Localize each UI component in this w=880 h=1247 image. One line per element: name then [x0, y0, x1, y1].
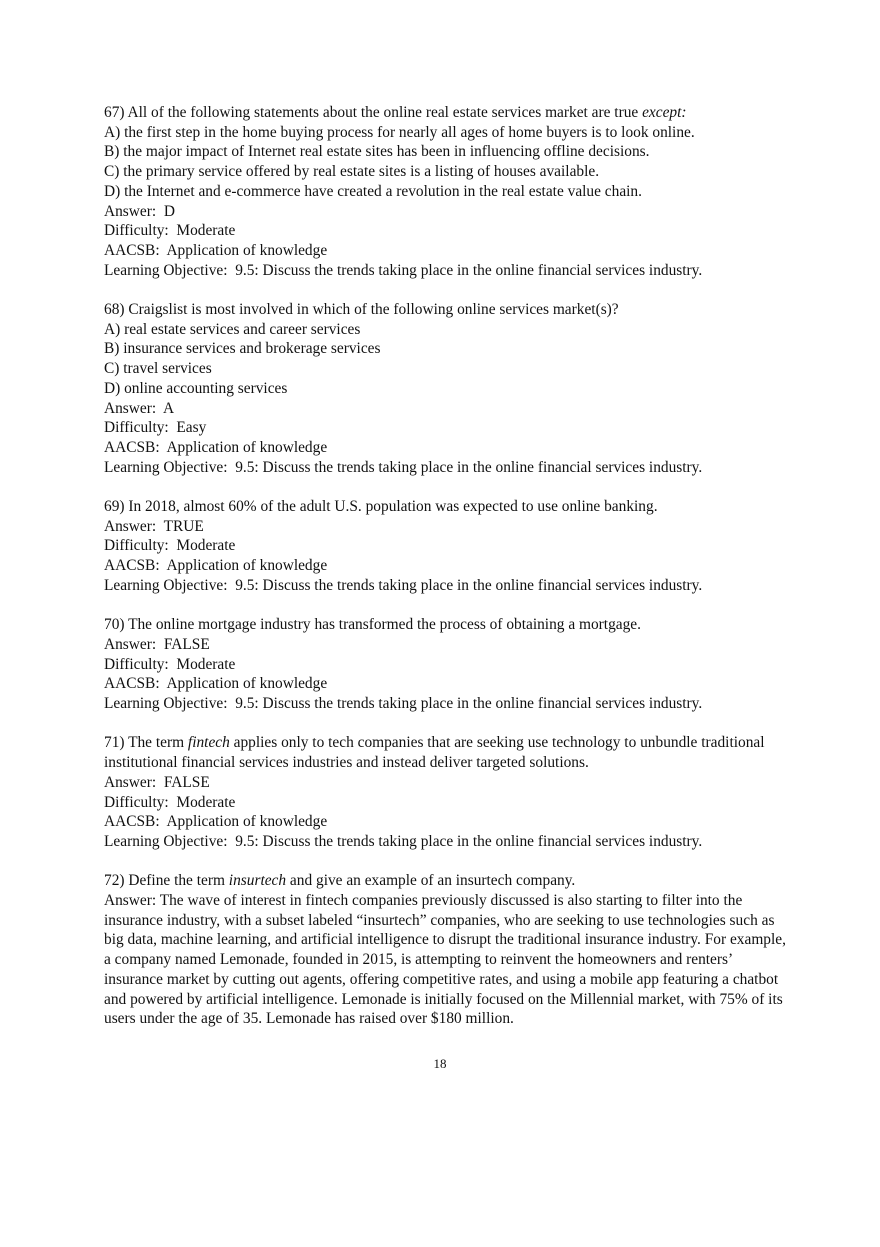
question-71 — [104, 733, 794, 851]
answer-line: Answer: TRUE — [104, 517, 204, 535]
option-a: A) real estate services and career services — [104, 320, 361, 338]
learning-objective-line: Learning Objective: 9.5: Discuss the trends taking place in the online financial services industry. — [104, 458, 703, 476]
question-69 — [104, 497, 794, 596]
option-b: B) the major impact of Internet real estate sites has been in influencing offline decisions. — [104, 143, 650, 161]
aacsb-line: AACSB: Application of knowledge — [104, 438, 328, 456]
emphasis-text: insurtech — [228, 872, 287, 890]
answer-line: Answer: FALSE — [104, 773, 210, 791]
question-70 — [104, 615, 794, 714]
question-67 — [104, 103, 794, 280]
option-a: A) the first step in the home buying process for nearly all ages of home buyers is to look online. — [104, 123, 695, 141]
learning-objective-line: Learning Objective: 9.5: Discuss the trends taking place in the online financial services industry. — [104, 576, 703, 594]
difficulty-line: Difficulty: Easy — [104, 419, 207, 437]
question-stem: 67) All of the following statements about the online real estate services market are true except: — [104, 104, 687, 121]
aacsb-line: AACSB: Application of knowledge — [104, 241, 328, 259]
learning-objective-line: Learning Objective: 9.5: Discuss the trends taking place in the online financial services industry. — [104, 832, 703, 850]
aacsb-line: AACSB: Application of knowledge — [104, 557, 328, 575]
emphasis-text: except: — [642, 104, 687, 121]
answer-line: Answer: D — [104, 202, 175, 220]
question-68 — [104, 300, 794, 477]
aacsb-line: AACSB: Application of knowledge — [104, 813, 328, 831]
difficulty-line: Difficulty: Moderate — [104, 222, 236, 240]
essay-answer: Answer: The wave of interest in fintech companies previously discussed is also starting to filter into the insurance industry, with a subset labeled “insurtech” companies, who are seeking to use technologies such as big data, machine learning, and artificial intelligence to disrupt the traditional insurance industry. For example, a company named Lemonade, founded in 2015, is attempting to reinvent the homeowners and renters’ insurance market by cutting out agents, offering competitive rates, and using a mobile app featuring a chatbot and powered by artificial intelligence. Lemonade is initially focused on the Millennial market, with 75% of its users under the age of 35. Lemonade has raised over $180 million. — [104, 892, 786, 1028]
question-72 — [104, 871, 794, 1029]
learning-objective-line: Learning Objective: 9.5: Discuss the trends taking place in the online financial services industry. — [104, 695, 703, 713]
emphasis-text: fintech — [187, 734, 230, 752]
document-page — [104, 103, 794, 1029]
difficulty-line: Difficulty: Moderate — [104, 793, 236, 811]
option-c: C) the primary service offered by real estate sites is a listing of houses available. — [104, 163, 600, 181]
question-stem: 71) The term fintech applies only to tech companies that are seeking use technology to unbundle traditional institutional financial services industries and instead deliver targeted solutions. — [104, 734, 765, 772]
question-stem: 72) Define the term insurtech and give an example of an insurtech company. — [104, 872, 576, 890]
difficulty-line: Difficulty: Moderate — [104, 655, 236, 673]
question-stem: 70) The online mortgage industry has transformed the process of obtaining a mortgage. — [104, 616, 641, 634]
aacsb-line: AACSB: Application of knowledge — [104, 675, 328, 693]
question-stem: 68) Craigslist is most involved in which of the following online services market(s)? — [104, 301, 619, 319]
learning-objective-line: Learning Objective: 9.5: Discuss the trends taking place in the online financial services industry. — [104, 261, 703, 279]
option-b: B) insurance services and brokerage services — [104, 340, 381, 358]
answer-line: Answer: FALSE — [104, 635, 210, 653]
answer-line: Answer: A — [104, 399, 175, 417]
question-stem: 69) In 2018, almost 60% of the adult U.S. population was expected to use online banking. — [104, 498, 658, 516]
difficulty-line: Difficulty: Moderate — [104, 537, 236, 555]
option-d: D) the Internet and e-commerce have created a revolution in the real estate value chain. — [104, 182, 642, 200]
option-c: C) travel services — [104, 360, 212, 378]
option-d: D) online accounting services — [104, 379, 288, 397]
page-number: 18 — [433, 1056, 447, 1071]
